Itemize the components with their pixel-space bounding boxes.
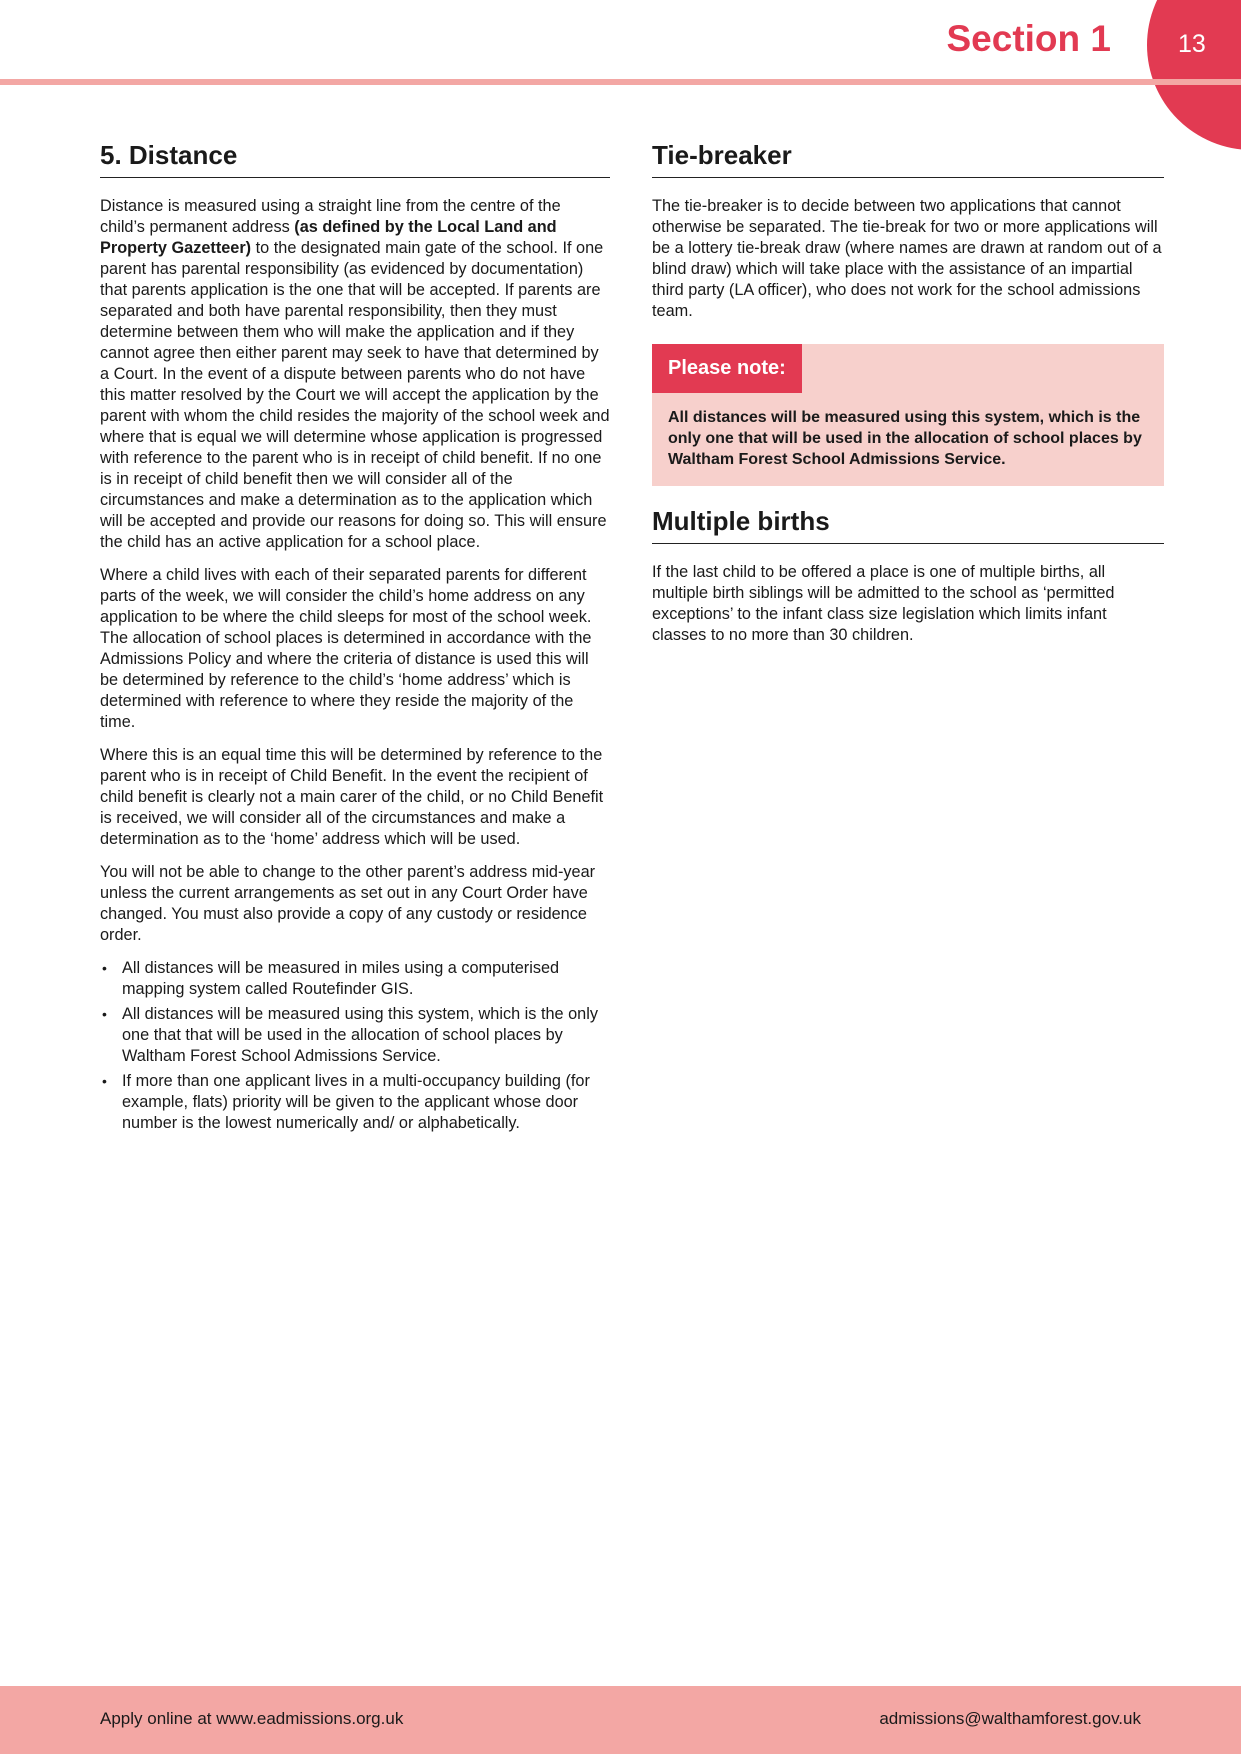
distance-paragraph-2: Where a child lives with each of their separated parents for different parts of the week, we will consider the child’s home address on any application to be where the child sleeps for most of the school week. The allocation of school places is determined in accordance with the Admissions Policy and where the criteria of distance is used this will be determined by reference to the child’s ‘home address’ which is determined with reference to where they reside the majority of the time.: [100, 566, 592, 731]
distance-p1-start: Distance is measured using a straight line from the centre of the child’s permanent address: [100, 197, 561, 236]
footer-apply-online-link[interactable]: Apply online at www.eadmissions.org.uk: [100, 1709, 404, 1728]
bullet-item: • If more than one applicant lives in a multi-occupancy building (for example, flats) priority will be given to the applicant whose door number is the lowest numerically and/ or alphabetically.: [100, 1071, 610, 1134]
page-number: 13: [1178, 30, 1206, 58]
section-title: Section 1: [946, 18, 1111, 59]
header-divider: [0, 79, 1241, 85]
footer-bar: [0, 1686, 1241, 1754]
bullet-item: • All distances will be measured in miles using a computerised mapping system called Routefinder GIS.: [100, 958, 610, 1000]
please-note-box: [652, 344, 1164, 486]
distance-paragraph-1: [100, 196, 610, 553]
footer-email-link[interactable]: admissions@walthamforest.gov.uk: [879, 1709, 1141, 1728]
please-note-text: All distances will be measured using this system, which is the only one that will be used in the allocation of school places by Waltham Forest School Admissions Service.: [668, 409, 1142, 468]
distance-p1-bold: (as defined by the Local Land and Property Gazetteer): [100, 218, 557, 257]
multiple-births-heading: Multiple births: [652, 506, 1164, 544]
left-column: [100, 140, 610, 1138]
page-number-circle: [1147, 0, 1241, 150]
distance-paragraph-3: Where this is an equal time this will be determined by reference to the parent who is in receipt of Child Benefit. In the event the recipient of child benefit is clearly not a main carer of the child, or no Child Benefit is received, we will consider all of the circumstances and make a determination as to the ‘home’ address which will be used.: [100, 746, 604, 848]
multiple-births-paragraph: If the last child to be offered a place is one of multiple births, all multiple birth siblings will be admitted to the school as ‘permitted exceptions’ to the infant class size legislation which limits infant classes to no more than 30 children.: [652, 563, 1115, 644]
distance-paragraph-4: You will not be able to change to the other parent’s address mid-year unless the current arrangements as set out in any Court Order have changed. You must also provide a copy of any custody or residence order.: [100, 863, 596, 944]
distance-bullet-list: [100, 958, 610, 1134]
tiebreaker-heading: Tie-breaker: [652, 140, 1164, 178]
bullet-item: • All distances will be measured using this system, which is the only one that that will be used in the allocation of school places by Waltham Forest School Admissions Service.: [100, 1004, 610, 1067]
please-note-heading: Please note:: [652, 344, 802, 393]
tiebreaker-paragraph: The tie-breaker is to decide between two applications that cannot otherwise be separated. The tie-break for two or more applications will be a lottery tie-break draw (where names are drawn at random out of a blind draw) which will take place with the assistance of an impartial third party (LA officer), who does not work for the school admissions team.: [652, 197, 1162, 320]
right-column: [652, 140, 1164, 658]
distance-p1-end: to the designated main gate of the school. If one parent has parental responsibility (as evidenced by documentation) that parents application is the one that will be accepted. If parents are separated and both have parental responsibility, then they must determine between them who will make the application and if they cannot agree then either parent may seek to have that determined by a Court. In the event of a dispute between parents who do not have this matter resolved by the Court we will accept the application by the parent with whom the child resides the majority of the school week and where that is equal we will determine whose application is progressed with reference to the parent who is in receipt of child benefit. If no one is in receipt of child benefit then we will consider all of the circumstances and make a determination as to the application which will be accepted and provide our reasons for doing so. This will ensure the child has an active application for a school place.: [100, 239, 610, 551]
distance-heading: 5. Distance: [100, 140, 610, 178]
